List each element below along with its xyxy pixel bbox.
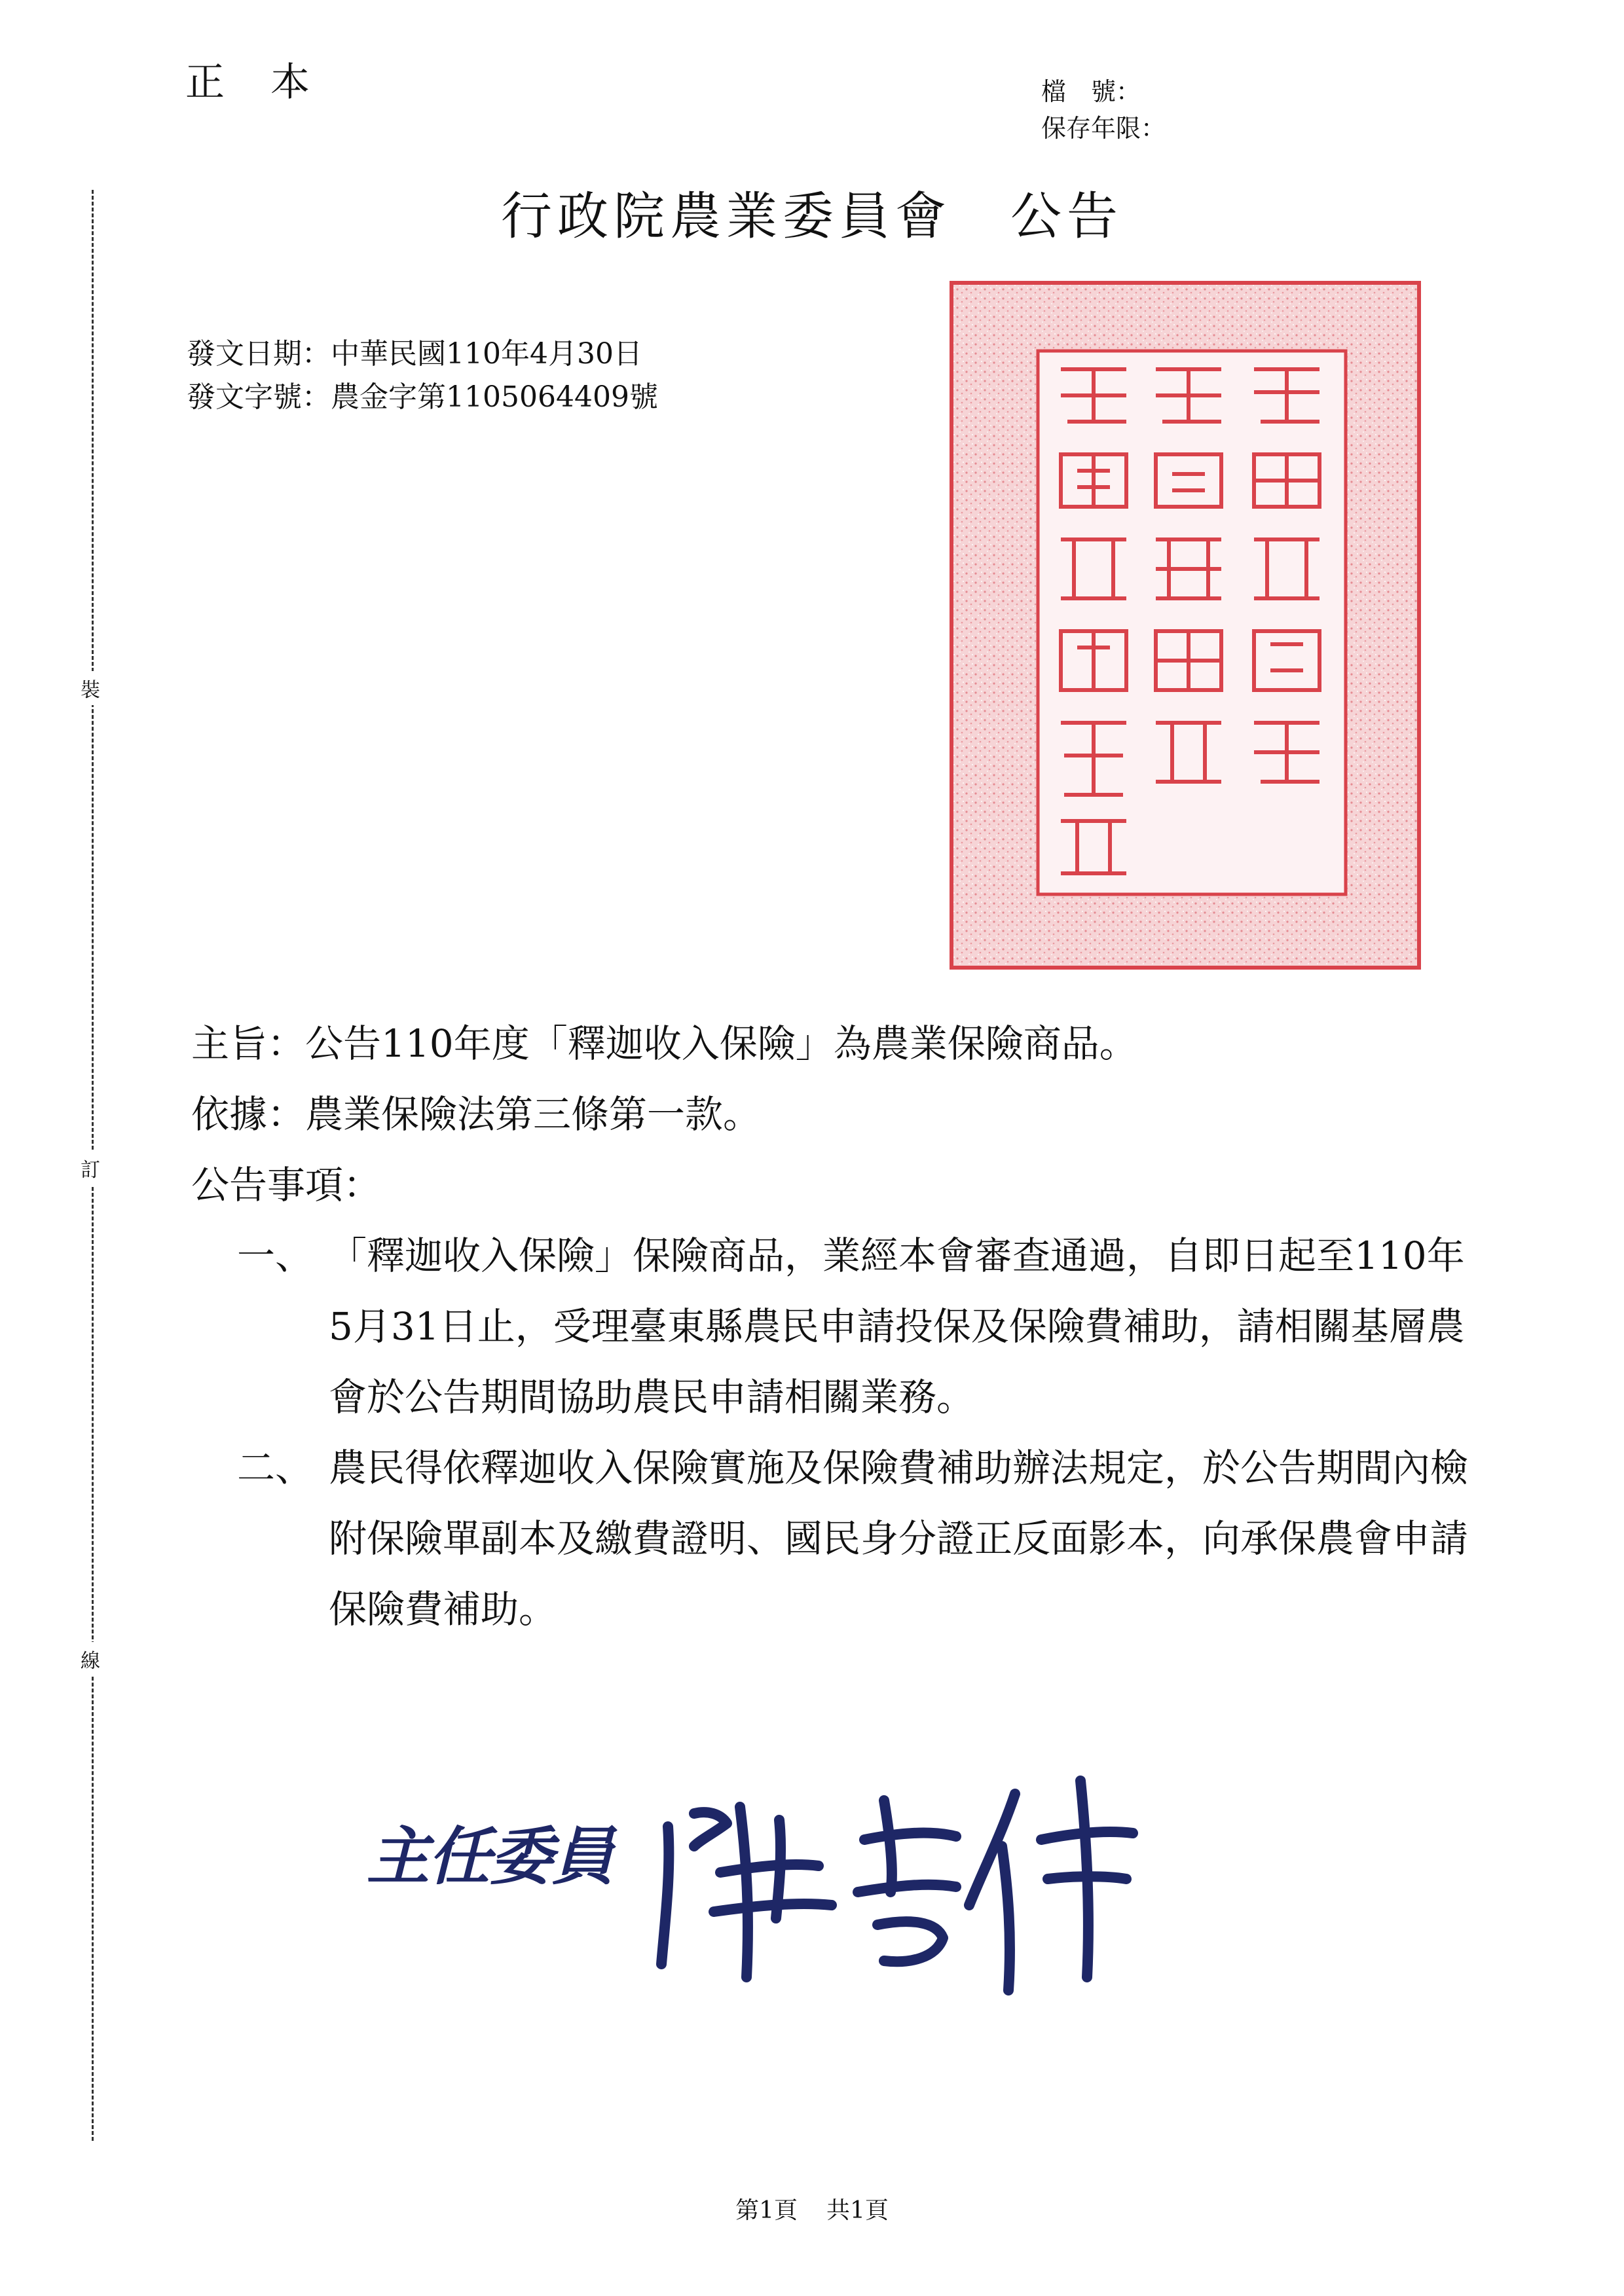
binding-line xyxy=(81,190,120,2141)
notice-body xyxy=(191,1008,1475,1645)
items-heading: 公告事項： xyxy=(191,1163,382,1207)
binding-mark-zhuang: 裝 xyxy=(77,671,104,705)
issue-number: 發文字號：農金字第1105064409號 xyxy=(187,380,658,414)
basis-line: 依據：農業保險法第三條第一款。 xyxy=(191,1092,762,1137)
item-text: 「釋迦收入保險」保險商品，業經本會審查通過，自即日起至110年5月31日止，受理臺東縣農民申請投保及保險費補助，請相關基層農會於公告期間協助農民申請相關業務。 xyxy=(329,1233,1465,1419)
item-text: 農民得依釋迦收入保險實施及保險費補助辦法規定，於公告期間內檢附保險單副本及繳費證明、國民身分證正反面影本，向承保農會申請保險費補助。 xyxy=(329,1446,1469,1631)
signatory-title: 主任委員 xyxy=(367,1819,613,1893)
binding-mark-xian: 線 xyxy=(77,1642,104,1676)
file-number-label: 檔 號： xyxy=(1041,77,1141,106)
issue-date: 發文日期：中華民國110年4月30日 xyxy=(187,337,642,371)
file-meta xyxy=(1041,73,1166,147)
item-number: 一、 xyxy=(237,1233,314,1278)
page-total: 共1頁 xyxy=(826,2197,889,2224)
handwritten-signature xyxy=(648,1741,1159,2016)
notice-item xyxy=(191,1432,1475,1645)
subject-line: 主旨：公告110年度「釋迦收入保險」為農業保險商品。 xyxy=(191,1021,1137,1066)
document-type: 公告 xyxy=(1010,187,1124,246)
retention-label: 保存年限： xyxy=(1041,114,1166,143)
item-number: 二、 xyxy=(237,1446,314,1490)
page-number: 第1頁 xyxy=(735,2197,798,2224)
notice-item xyxy=(191,1220,1475,1432)
agency-name: 行政院農業委員會 xyxy=(500,187,951,246)
page-footer xyxy=(0,2192,1624,2225)
issue-info xyxy=(187,333,658,419)
official-seal xyxy=(946,278,1424,973)
page-title xyxy=(0,175,1624,249)
copy-mark: 正本 xyxy=(185,60,356,105)
binding-mark-ding: 訂 xyxy=(77,1151,104,1185)
